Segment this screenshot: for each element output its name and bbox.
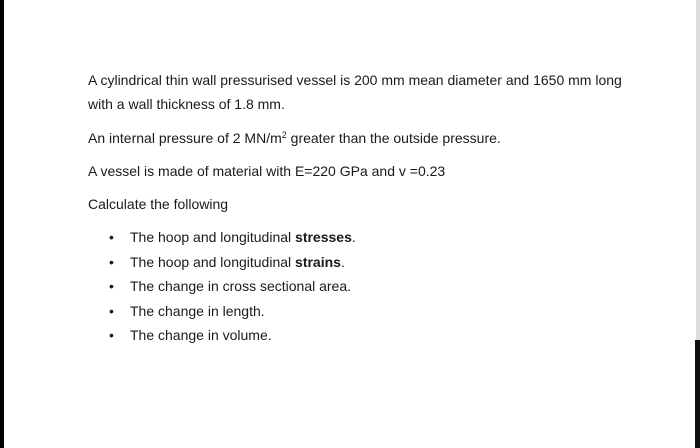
list-item-text: The change in length. (130, 302, 265, 319)
pressure-text: An internal pressure of 2 MN/m (88, 130, 282, 146)
bullet-icon: • (109, 229, 114, 245)
list-item-text: The hoop and longitudinal (130, 229, 296, 245)
bullet-icon: • (109, 278, 114, 295)
bullet-icon: • (109, 327, 114, 344)
list-item-text: The change in volume. (130, 327, 272, 344)
task-list (88, 225, 648, 348)
paragraph-calculate-heading: Calculate the following (88, 196, 229, 212)
document-body (88, 68, 648, 348)
list-item-bold: stresses (295, 229, 352, 245)
paragraph-internal-pressure (88, 126, 648, 150)
bullet-icon: • (109, 253, 114, 270)
paragraph-material-properties: A vessel is made of material with E=220 GPa and v =0.23 (88, 163, 446, 179)
list-item-punct: . (340, 253, 345, 270)
paragraph-line: with a wall thickness of 1.8 mm. (88, 96, 285, 112)
bullet-icon: • (109, 302, 114, 319)
paragraph-line: A cylindrical thin wall pressurised vessel is 200 mm mean diameter and 1650 mm long (88, 72, 622, 88)
list-item-text: The hoop and longitudinal (130, 253, 296, 270)
list-item (109, 323, 648, 348)
list-item-bold: strains (295, 253, 341, 270)
superscript-squared: 2 (281, 130, 287, 140)
list-item-text: The change in cross sectional area. (130, 278, 352, 295)
list-item-punct: . (351, 229, 356, 245)
list-item (109, 299, 648, 324)
pressure-text-rest: greater than the outside pressure. (286, 130, 501, 146)
right-edge-dark-bar (695, 340, 700, 448)
paragraph-vessel-description (88, 68, 648, 116)
left-edge-bar (0, 0, 4, 448)
list-item (109, 225, 648, 250)
list-item (109, 250, 648, 275)
list-item (109, 274, 648, 299)
